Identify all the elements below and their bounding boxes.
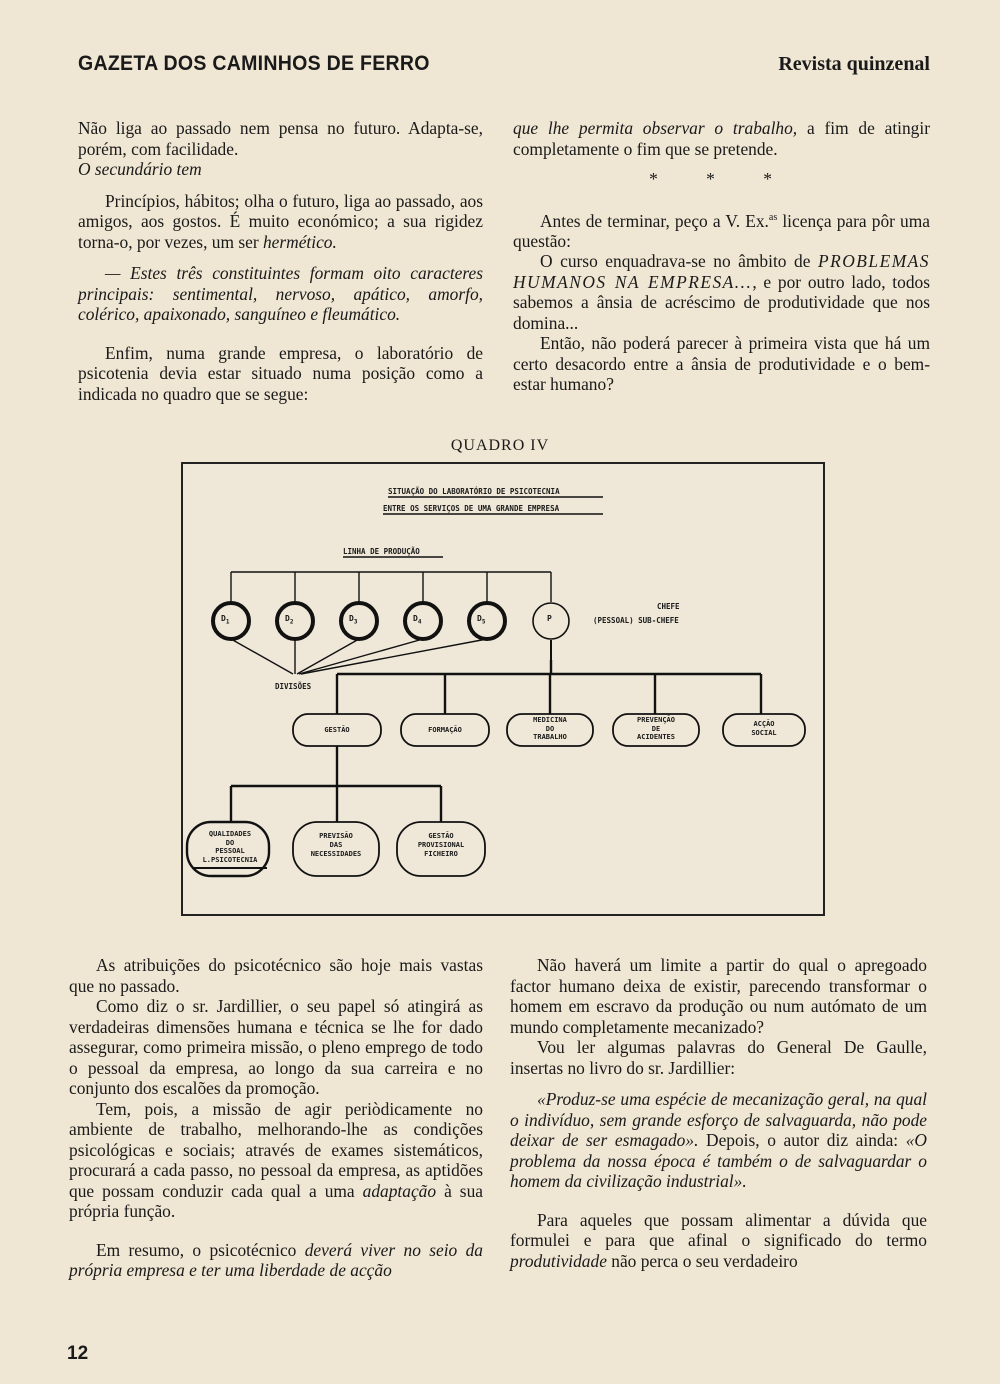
running-head-subtitle: Revista quinzenal <box>778 53 930 75</box>
right-column-top <box>513 118 930 395</box>
left-column-bottom <box>69 955 483 1281</box>
personnel-p-label: P <box>547 614 552 623</box>
chefe-label: CHEFE <box>657 602 680 611</box>
division-d2-label: $D_2$ <box>285 614 294 626</box>
production-line-label: LINHA DE PRODUÇÃO <box>343 547 420 556</box>
box-gestao-provisional: GESTÃO PROVISIONAL FICHEIRO <box>417 832 465 858</box>
division-d4-label: $D_4$ <box>413 614 422 626</box>
figure-caption: QUADRO IV <box>450 437 550 454</box>
paragraph: O curso enquadrava-se no âmbito de PROBLEMAS HUMANOS NA EMPRESA..., e por outro lado, todos sabemos a ânsia de acréscimo de produtividade que nos domina... <box>513 251 930 333</box>
box-qualidades-pessoal: QUALIDADES DO PESSOAL L.PSICOTECNIA <box>202 830 258 864</box>
box-formacao: FORMAÇÃO <box>428 726 462 734</box>
box-gestao: GESTÃO <box>324 726 350 734</box>
org-chart-figure <box>181 462 825 916</box>
paragraph: Antes de terminar, peço a V. Ex.$^{as}$ licença para pôr uma questão: <box>513 210 931 251</box>
box-accao-social: ACÇÃO SOCIAL <box>751 720 777 737</box>
division-d5-label: $D_5$ <box>477 614 486 626</box>
box-prevencao-acidentes: PREVENÇÃO DE ACIDENTES <box>637 716 675 741</box>
quotation-paragraph: «Produz-se uma espécie de mecanização geral, na qual o indivíduo, sem grande esforço de salvaguarda, não pode deixar de ser esmagado». Depois, o autor diz ainda: «O problema da nossa época é também o de salvaguardar o homem da civilização industrial». <box>510 1089 927 1191</box>
division-d3-label: $D_3$ <box>349 614 358 626</box>
paragraph: Princípios, hábitos; olha o futuro, liga ao passado, aos amigos, aos gostos. É muito económico; a sua rigidez torna-o, por vezes, um ser hermético. <box>78 190 483 252</box>
paragraph: Não haverá um limite a partir do qual o apregoado factor humano deixa de existir, parecendo transformar o homem em escravo da produção ou num autómato de um mundo completamente mecanizado? <box>510 955 927 1037</box>
paragraph: Enfim, numa grande empresa, o laboratório de psicotenia devia estar situado numa posição como a indicada no quadro que se segue: <box>78 342 483 404</box>
paragraph: Vou ler algumas palavras do General De Gaulle, insertas no livro do sr. Jardillier: <box>510 1037 927 1078</box>
box-medicina-trabalho: MEDICINA DO TRABALHO <box>533 716 567 741</box>
chart-title-line1: SITUAÇÃO DO LABORATÓRIO DE PSICOTECNIA <box>388 487 560 496</box>
paragraph-italic: O secundário tem <box>78 159 202 179</box>
paragraph-italic: — Estes três constituintes formam oito caracteres principais: sentimental, nervoso, apático, amorfo, colérico, apaixonado, sanguíneo e fleumático. <box>78 263 483 324</box>
left-column-top <box>78 118 483 404</box>
paragraph: que lhe permita observar o trabalho, a fim de atingir completamente o fim que se pretende. <box>513 118 930 159</box>
chart-title-line2: ENTRE OS SERVIÇOS DE UMA GRANDE EMPRESA <box>383 504 560 513</box>
running-head-title: GAZETA DOS CAMINHOS DE FERRO <box>78 52 430 75</box>
paragraph: Para aqueles que possam alimentar a dúvida que formulei e para que afinal o significado do termo produtividade não perca o seu verdadeiro <box>510 1209 927 1271</box>
divisions-label: DIVISÕES <box>275 682 312 691</box>
section-break-stars: * * * <box>649 169 794 189</box>
paragraph: Não liga ao passado nem pensa no futuro. Adapta-se, porém, com facilidade. <box>78 118 483 159</box>
paragraph: Tem, pois, a missão de agir periòdicamente no ambiente de trabalho, melhorando-lhe as condições psicológicas e sociais; através de exames sistemáticos, procurará a cada passo, no pessoal da empresa, as aptidões que possam conduzir cada qual a uma adaptação à sua própria função. <box>69 1098 483 1221</box>
paragraph: As atribuições do psicotécnico são hoje mais vastas que no passado. <box>69 955 483 996</box>
paragraph: Então, não poderá parecer à primeira vista que há um certo desacordo entre a ânsia de produtividade e o bem-estar humano? <box>513 333 930 395</box>
paragraph: Como diz o sr. Jardillier, o seu papel só atingirá as verdadeiras dimensões humana e técnica se lhe for dado assegurar, como primeira missão, o pleno emprego de todo o pessoal da empresa, ao longo da sua carreira e no conjunto dos escalões da promoção. <box>69 996 483 1098</box>
page-number: 12 <box>67 1343 89 1364</box>
pessoal-subchefe-label: (PESSOAL) SUB-CHEFE <box>593 616 679 625</box>
box-previsao-necessidades: PREVISÃO DAS NECESSIDADES <box>310 832 362 858</box>
division-d1-label: $D_1$ <box>221 614 230 626</box>
right-column-bottom <box>510 955 927 1271</box>
paragraph: Em resumo, o psicotécnico deverá viver no seio da própria empresa e ter uma liberdade de acção <box>69 1239 483 1280</box>
